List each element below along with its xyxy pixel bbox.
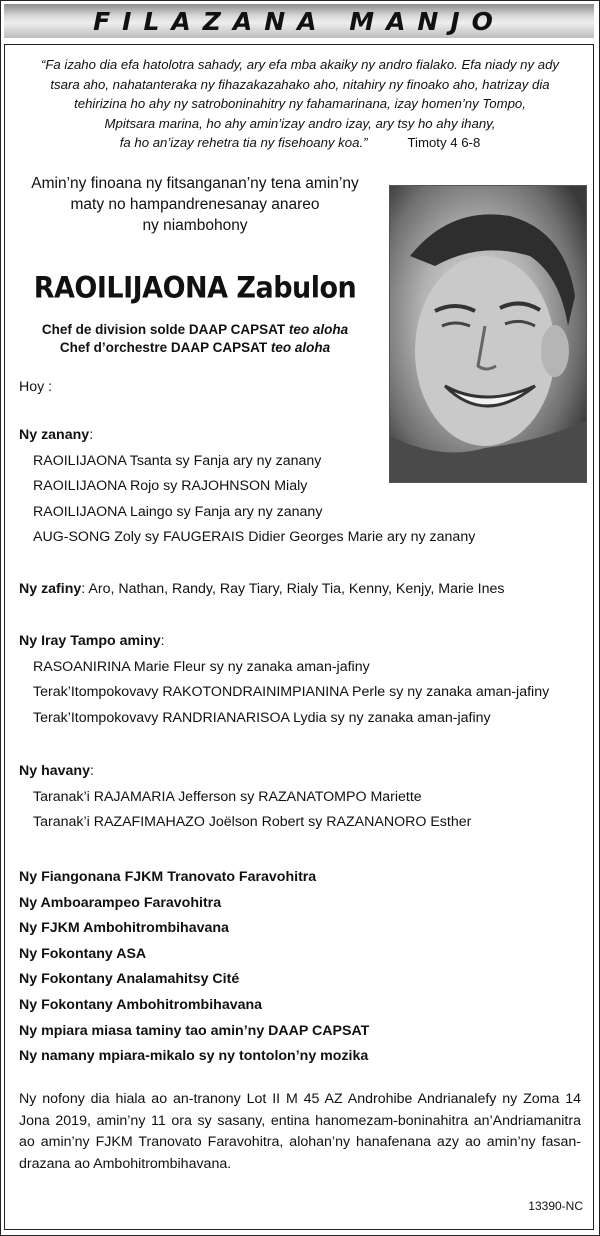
quote-line: tehirizina ho ahy ny satroboninahitry ny fahamarinana, izay homen’ny Tompo, — [74, 96, 526, 111]
siblings-heading: Ny Iray Tampo aminy — [19, 633, 161, 649]
list-item: AUG-SONG Zoly sy FAUGERAIS Didier Georges Marie ary ny zanany — [33, 529, 476, 546]
relatives-section: Ny havany: Taranak’i RAJAMARIA Jefferson sy RAZANATOMPO Mariette Taranak’i RAZAFIMAHAZO Joëlson Robert sy RAZANANORO Esther — [19, 759, 471, 836]
quote-line: “Fa izaho dia efa hatolotra sahady, ary efa mba akaiky ny andro fialako. Efa niady ny ady — [40, 57, 560, 72]
deceased-name: RAOILIJAONA Zabulon — [33, 271, 357, 306]
list-item: Ny Amboarampeo Faravohitra — [19, 894, 222, 911]
list-item: RAOILIJAONA Tsanta sy Fanja ary ny zanany — [33, 452, 322, 469]
bible-quote — [15, 55, 585, 153]
list-item: Ny Fiangonana FJKM Tranovato Faravohitra — [19, 869, 317, 885]
quote-reference: Timoty 4 6-8 — [407, 135, 481, 150]
quote-line: fa ho an’izay rehetra tia ny fisehoany koa.” — [119, 135, 368, 150]
notice-box — [4, 44, 594, 1230]
list-item: Ny FJKM Ambohitrombihavana — [19, 920, 229, 937]
intro-line: ny niambohony — [142, 217, 248, 234]
page-title: FILAZANA MANJO — [93, 6, 505, 36]
relatives-heading: Ny havany — [19, 763, 90, 779]
list-item: Ny mpiara miasa taminy tao amin’ny DAAP CAPSAT — [19, 1022, 370, 1039]
children-section: Ny zanany: RAOILIJAONA Tsanta sy Fanja ary ny zanany RAOILIJAONA Rojo sy RAJOHNSON Mialy RAOILIJAONA Laingo sy Fanja ary ny zanany AUG-SONG Zoly sy FAUGERAIS Didier Georges Marie ary ny zanany — [19, 423, 475, 551]
list-item: Ny Fokontany Analamahitsy Cité — [19, 971, 240, 988]
list-item: Terak’Itompokovavy RAKOTONDRAINIMPIANINA Perle sy ny zanaka aman-jafiny — [33, 684, 550, 701]
children-heading: Ny zanany — [19, 427, 90, 443]
quote-line: Mpitsara marina, ho ahy amin’izay andro izay, ary tsy ho ahy ihany, — [104, 115, 496, 131]
organizations-list — [19, 865, 369, 1070]
funeral-notice: Ny nofony dia hiala ao an-tranony Lot II M 45 AZ Androhibe Andrianalefy ny Zoma 14 Jona 2019, amin’ny 11 ora sy sasany, entina hanomezam-boninahitra an’Andriamanitra ao amin’ny FJKM Tranovato Faravohitra, alohan’ny hanafenana azy ao amin’ny fasan-drazana ao Ambohitrombihavana. — [19, 1091, 581, 1172]
header-banner — [4, 4, 594, 38]
list-item: Ny namany mpiara-mikalo sy ny tontolon’ny mozika — [19, 1048, 369, 1065]
quote-line-last — [15, 133, 585, 153]
intro-text — [5, 173, 385, 236]
deceased-role-2: Chef d’orchestre DAAP CAPSAT teo aloha — [59, 340, 331, 355]
list-item: Terak’Itompokovavy RANDRIANARISOA Lydia sy ny zanaka aman-jafiny — [33, 709, 491, 726]
list-item: RAOILIJAONA Rojo sy RAJOHNSON Mialy — [33, 478, 308, 495]
hoy-label: Hoy : — [19, 379, 53, 395]
intro-line: maty no hampandrenesanay anareo — [70, 196, 320, 213]
deceased-titles — [5, 321, 385, 357]
list-item: RAOILIJAONA Laingo sy Fanja ary ny zanany — [33, 503, 323, 520]
list-item: Ny Fokontany ASA — [19, 945, 147, 962]
quote-line: tsara aho, nahatanteraka ny fihazakazahako aho, nitahiry ny finoako aho, hatrizay dia — [50, 76, 550, 92]
grandchildren-heading: Ny zafiny — [19, 581, 82, 597]
list-item: Ny Fokontany Ambohitrombihavana — [19, 996, 263, 1013]
intro-line: Amin’ny finoana ny fitsanganan’ny tena amin’ny — [31, 175, 359, 192]
deceased-role-1: Chef de division solde DAAP CAPSAT teo aloha — [41, 322, 349, 337]
list-item: Taranak’i RAZAFIMAHAZO Joëlson Robert sy RAZANANORO Esther — [33, 814, 472, 831]
list-item: RASOANIRINA Marie Fleur sy ny zanaka aman-jafiny — [33, 658, 370, 675]
grandchildren-list: Aro, Nathan, Randy, Ray Tiary, Rialy Tia, Kenny, Kenjy, Marie Ines — [88, 581, 505, 597]
list-item: Taranak’i RAJAMARIA Jefferson sy RAZANATOMPO Mariette — [33, 788, 422, 805]
grandchildren-section: Ny zafiny: Aro, Nathan, Randy, Ray Tiary, Rialy Tia, Kenny, Kenjy, Marie Ines — [19, 581, 505, 597]
siblings-section: Ny Iray Tampo aminy: RASOANIRINA Marie Fleur sy ny zanaka aman-jafiny Terak’Itompokovavy RAKOTONDRAINIMPIANINA Perle sy ny zanaka aman-jafiny Terak’Itompokovavy RANDRIANARISOA Lydia sy ny zanaka aman-jafiny — [19, 629, 549, 731]
ad-code: 13390-NC — [528, 1199, 583, 1213]
